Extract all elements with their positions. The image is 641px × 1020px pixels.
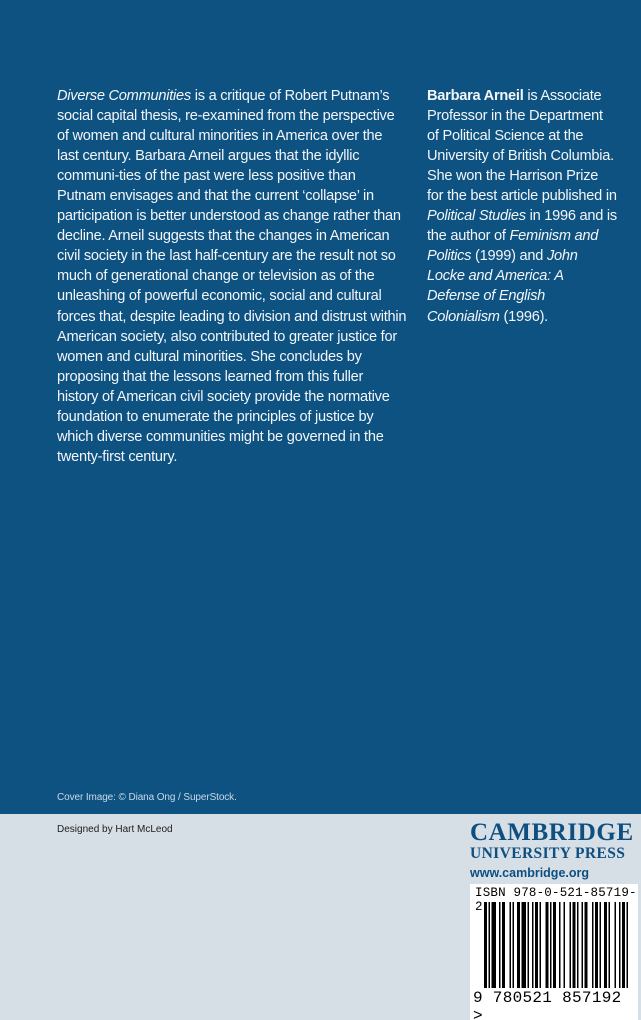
bio-text-3: (1999) and bbox=[471, 248, 547, 265]
isbn-barcode bbox=[470, 884, 638, 1020]
designer-credit: Designed by Hart McLeod bbox=[57, 824, 173, 835]
barcode-icon bbox=[470, 902, 638, 990]
barcode-digits: 9 780521 857192 > bbox=[473, 989, 622, 1020]
author-bio bbox=[427, 86, 617, 327]
author-name: Barbara Arneil bbox=[427, 88, 524, 104]
journal-title: Political Studies bbox=[427, 208, 526, 225]
book-title-1: Feminism and Politics bbox=[427, 228, 599, 265]
publisher-subtitle: UNIVERSITY PRESS bbox=[470, 845, 626, 862]
bio-text-1: is Associate Professor in the Department of Political Science at the University of British Columbia. She won the Harrison Prize for the best article published in bbox=[427, 88, 617, 205]
bio-text-4: (1996). bbox=[499, 308, 548, 325]
isbn-label: ISBN 978-0-521-85719-2 bbox=[475, 886, 637, 914]
bio-text-2: in 1996 and is the author of bbox=[427, 208, 617, 245]
book-title-2: John Locke and America: A Defense of English Colonialism bbox=[427, 248, 578, 325]
cover-image-credit: Cover Image: © Diana Ong / SuperStock. bbox=[57, 792, 237, 803]
publisher-website[interactable]: www.cambridge.org bbox=[470, 866, 590, 880]
book-title: Diverse Communities bbox=[57, 88, 191, 104]
publisher-name: CAMBRIDGE bbox=[470, 819, 634, 846]
description-text: is a critique of Robert Putnam’s social capital thesis, re-examined from the perspective of women and cultural minorities in America over the last century. Barbara Arneil argues that the idyllic communi-ties of the past were less positive than Putnam envisages and that the current ‘collapse’ in participation is better understood as change rather than decline. Arneil suggests that the changes in American civil society in the last half-century are the result not so much of generational change or television as of the unleashing of powerful economic, social and cultural forces that, despite leading to division and distrust within American society, also contributed to greater justice for women and cultural minorities. She concludes by proposing that the lessons learned from this fuller history of American civil society provide the normative foundation to enumerate the principles of justice by which diverse communities might be governed in the twenty-first century. bbox=[57, 88, 407, 465]
publisher-logo bbox=[470, 820, 640, 880]
footer-panel bbox=[0, 814, 641, 1020]
book-description bbox=[57, 86, 407, 467]
